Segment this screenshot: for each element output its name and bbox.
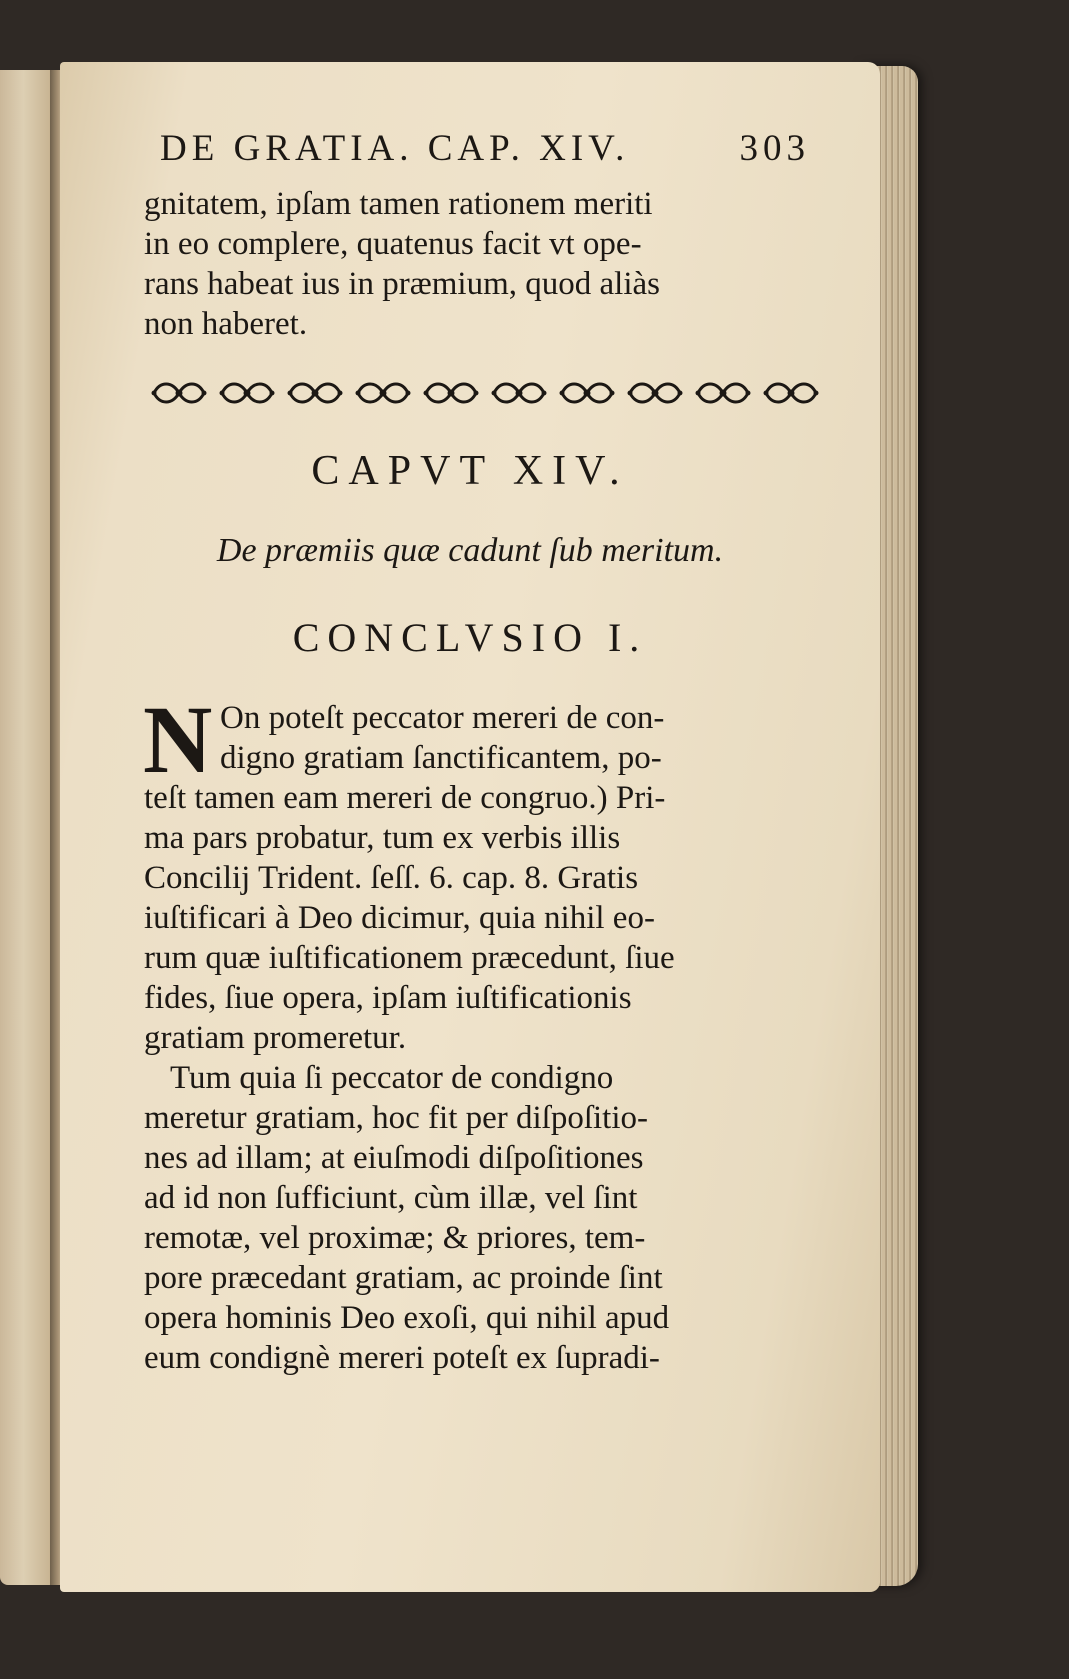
chapter-heading: CAPVT XIV. (311, 448, 629, 494)
text-line: eum condignè mereri poteſt ex ſupradi- (144, 1340, 660, 1376)
text-line: remotæ, vel proximæ; & priores, tem- (144, 1220, 646, 1256)
text-line: ma pars probatur, tum ex verbis illis (144, 820, 621, 856)
text-line: pore præcedant gratiam, ac proinde ſint (144, 1260, 663, 1296)
text-line: fides, ſiue opera, ipſam iuſtificationis (144, 980, 632, 1016)
page-number: 303 (739, 128, 810, 169)
chapter-subtitle: De præmiis quæ cadunt ſub meritum. (216, 532, 724, 569)
text-line: iuſtificari à Deo dicimur, quia nihil eo- (144, 900, 655, 936)
fleuron-ornament (354, 377, 412, 409)
fleuron-ornament (286, 377, 344, 409)
fleuron-ornament (490, 377, 548, 409)
text-line: rans habeat ius in præmium, quod aliàs (144, 266, 660, 302)
text-line: Tum quia ſi peccator de condigno (170, 1060, 614, 1096)
fleuron-ornament (694, 377, 752, 409)
text-line: Concilij Trident. ſeſſ. 6. cap. 8. Gratis (144, 860, 639, 896)
drop-cap: N (143, 686, 213, 793)
ornamental-divider (150, 372, 820, 414)
fleuron-ornament (558, 377, 616, 409)
text-line: nes ad illam; at eiuſmodi diſpoſitiones (144, 1140, 644, 1176)
text-line: non haberet. (144, 306, 308, 342)
book-page (60, 62, 880, 1592)
text-line: ad id non ſufficiunt, cùm illæ, vel ſint (144, 1180, 638, 1216)
text-line: meretur gratiam, hoc fit per diſpoſitio- (144, 1100, 649, 1136)
text-line: teſt tamen eam mereri de congruo.) Pri- (144, 780, 666, 816)
running-head (160, 127, 810, 177)
fleuron-ornament (150, 377, 208, 409)
fleuron-ornament (626, 377, 684, 409)
fleuron-ornament (218, 377, 276, 409)
text-line: On poteſt peccator mereri de con- (220, 700, 665, 736)
fleuron-ornament (422, 377, 480, 409)
text-line: rum quæ iuſtificationem præcedunt, ſiue (144, 940, 675, 976)
fleuron-ornament (762, 377, 820, 409)
text-line: gnitatem, ipſam tamen rationem meriti (144, 186, 653, 222)
text-line: gratiam promeretur. (144, 1020, 407, 1056)
text-line: digno gratiam ſanctificantem, po- (220, 740, 662, 776)
running-head-title: DE GRATIA. CAP. XIV. (160, 128, 630, 169)
text-line: opera hominis Deo exoſi, qui nihil apud (144, 1300, 670, 1336)
text-line: in eo complere, quatenus facit vt ope- (144, 226, 642, 262)
conclusion-heading: CONCLVSIO I. (292, 615, 648, 660)
